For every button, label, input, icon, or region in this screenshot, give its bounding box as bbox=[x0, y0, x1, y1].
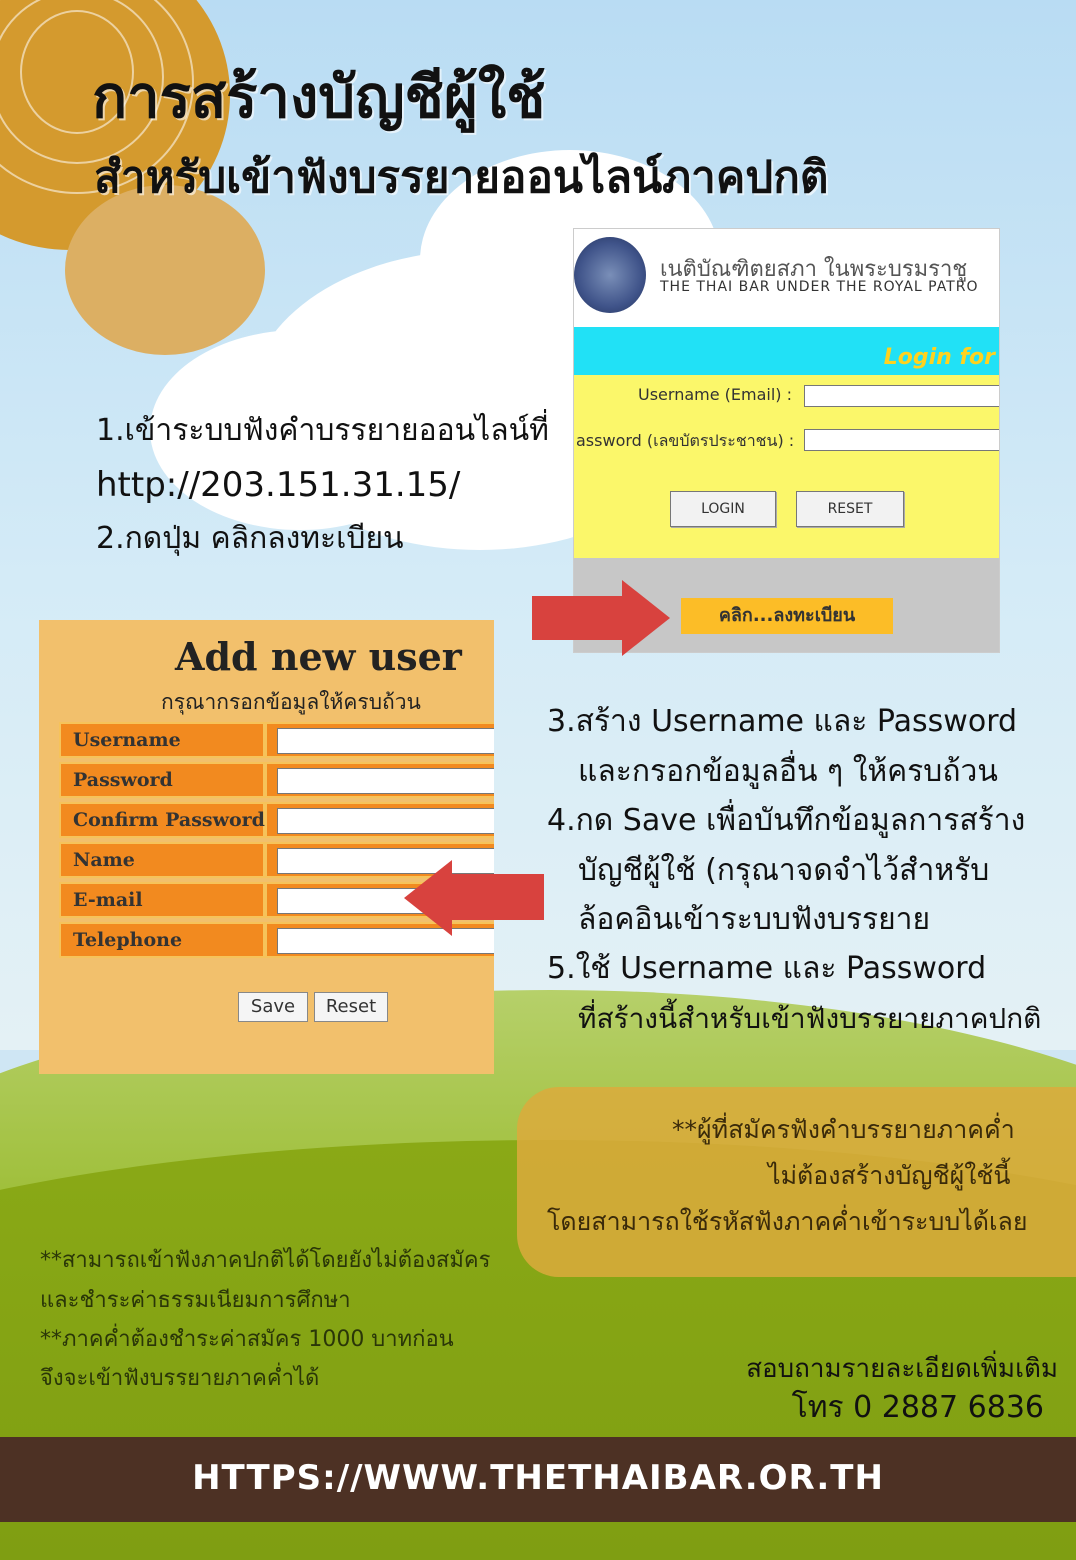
step-5-detail: ที่สร้างนี้สำหรับเข้าฟังบรรยายภาคปกติ bbox=[578, 1002, 1042, 1035]
step-4-detail: บัญชีผู้ใช้ (กรุณาจดจำไว้สำหรับ bbox=[578, 853, 990, 888]
form-cell bbox=[265, 722, 494, 758]
regular-note-line: จึงจะเข้าฟังบรรยายภาคค่ำได้ bbox=[40, 1366, 320, 1391]
add-user-screenshot bbox=[39, 620, 494, 1074]
username-label: Username (Email) : bbox=[638, 385, 792, 404]
arrow-right-icon bbox=[532, 596, 624, 640]
regular-note-line: **สามารถเข้าฟังภาคปกติได้โดยยังไม่ต้องสมัคร bbox=[40, 1248, 491, 1273]
form-label: Password bbox=[59, 762, 265, 798]
password-input[interactable] bbox=[804, 429, 1000, 451]
confirm-password-field[interactable] bbox=[277, 808, 494, 834]
form-row-username bbox=[59, 722, 494, 758]
page-subtitle: สำหรับเข้าฟังบรรยายออนไลน์ภาคปกติ bbox=[94, 152, 829, 203]
add-user-title: Add new user bbox=[175, 634, 462, 679]
step-4-detail-2: ล้อคอินเข้าระบบฟังบรรยาย bbox=[578, 902, 931, 937]
telephone-field[interactable] bbox=[277, 928, 494, 954]
form-row-password bbox=[59, 762, 494, 798]
form-label: E-mail bbox=[59, 882, 265, 918]
regular-note-line: **ภาคค่ำต้องชำระค่าสมัคร 1000 บาทก่อน bbox=[40, 1327, 454, 1352]
username-field[interactable] bbox=[277, 728, 494, 754]
add-user-subtitle: กรุณากรอกข้อมูลให้ครบถ้วน bbox=[161, 690, 421, 714]
step-url-link[interactable]: http://203.151.31.15/ bbox=[96, 465, 461, 505]
arrow-left-icon bbox=[450, 874, 544, 920]
step-4-text: 4.กด Save เพื่อบันทึกข้อมูลการสร้าง bbox=[547, 803, 1026, 838]
thai-bar-seal-icon bbox=[574, 237, 646, 313]
org-name-en: THE THAI BAR UNDER THE ROYAL PATRO bbox=[660, 279, 979, 295]
form-cell bbox=[265, 762, 494, 798]
login-button[interactable]: LOGIN bbox=[670, 491, 776, 527]
form-cell bbox=[265, 922, 494, 958]
form-reset-button[interactable]: Reset bbox=[314, 992, 388, 1022]
evening-note-line: **ผู้ที่สมัครฟังคำบรรยายภาคค่ำ bbox=[672, 1115, 1015, 1144]
evening-note-line: โดยสามารถใช้รหัสฟังภาคค่ำเข้าระบบได้เลย bbox=[547, 1207, 1028, 1236]
step-1-text: 1.เข้าระบบฟังคำบรรยายออนไลน์ที่ bbox=[96, 413, 549, 448]
login-banner bbox=[574, 327, 999, 375]
step-3-text: 3.สร้าง Username และ Password bbox=[547, 704, 1018, 739]
register-button[interactable]: คลิก...ลงทะเบียน bbox=[681, 598, 893, 634]
password-field[interactable] bbox=[277, 768, 494, 794]
org-name-th: เนติบัณฑิตยสภา ในพระบรมราชู bbox=[660, 257, 968, 282]
page-title: การสร้างบัญชีผู้ใช้ bbox=[92, 63, 546, 131]
contact-phone: โทร 0 2887 6836 bbox=[791, 1390, 1044, 1425]
form-label: Name bbox=[59, 842, 265, 878]
login-for-label: Login for bbox=[883, 345, 995, 370]
form-cell bbox=[265, 802, 494, 838]
form-label: Username bbox=[59, 722, 265, 758]
regular-note-line: และชำระค่าธรรมเนียมการศึกษา bbox=[40, 1288, 351, 1313]
name-field[interactable] bbox=[277, 848, 494, 874]
contact-heading: สอบถามรายละเอียดเพิ่มเติม bbox=[746, 1354, 1058, 1384]
username-input[interactable] bbox=[804, 385, 1000, 407]
evening-note-line: ไม่ต้องสร้างบัญชีผู้ใช้นี้ bbox=[768, 1161, 1011, 1190]
footer-url-link[interactable]: HTTPS://WWW.THETHAIBAR.OR.TH bbox=[192, 1458, 884, 1498]
step-3-detail: และกรอกข้อมูลอื่น ๆ ให้ครบถ้วน bbox=[578, 754, 998, 789]
save-button[interactable]: Save bbox=[238, 992, 308, 1022]
arrow-left-head-icon bbox=[404, 860, 452, 936]
form-label: Telephone bbox=[59, 922, 265, 958]
arrow-right-head-icon bbox=[622, 580, 670, 656]
step-2-text: 2.กดปุ่ม คลิกลงทะเบียน bbox=[96, 521, 404, 556]
form-cell bbox=[265, 842, 494, 878]
password-label: assword (เลขบัตรประชาชน) : bbox=[576, 431, 795, 450]
form-row-confirm-password bbox=[59, 802, 494, 838]
form-label: Confirm Password bbox=[59, 802, 265, 838]
reset-button[interactable]: RESET bbox=[796, 491, 904, 527]
login-form bbox=[574, 375, 999, 558]
step-5-text: 5.ใช้ Username และ Password bbox=[547, 951, 987, 986]
login-header bbox=[574, 229, 999, 327]
